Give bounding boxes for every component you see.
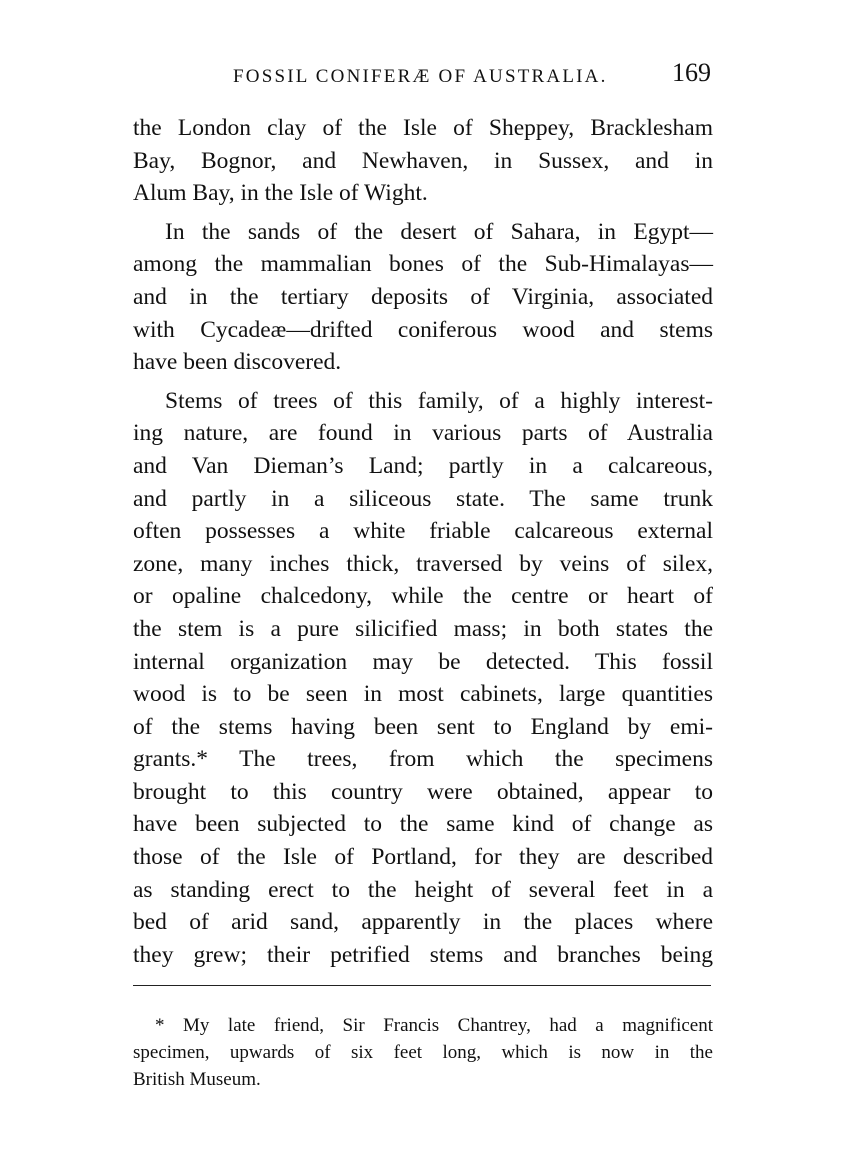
- text-line: zone, many inches thick, traversed by veins of silex,: [133, 550, 713, 577]
- text-line: have been discovered.: [133, 349, 342, 376]
- text-line: and in the tertiary deposits of Virginia, associated: [133, 283, 713, 310]
- text-line: have been subjected to the same kind of change as: [133, 811, 713, 838]
- footnote-line: * My late friend, Sir Francis Chantrey, had a magnificent: [155, 1015, 713, 1036]
- footnote: [133, 1012, 713, 1093]
- text-line: Bay, Bognor, and Newhaven, in Sussex, and in: [133, 147, 713, 174]
- footnote-line: British Museum.: [133, 1069, 261, 1090]
- text-line: and partly in a siliceous state. The same trunk: [133, 485, 713, 512]
- footnote-divider: [133, 985, 711, 986]
- text-line: bed of arid sand, apparently in the places where: [133, 909, 713, 936]
- text-line: wood is to be seen in most cabinets, large quantities: [133, 681, 713, 708]
- text-line: ing nature, are found in various parts of Australia: [133, 420, 713, 447]
- text-line: Alum Bay, in the Isle of Wight.: [133, 180, 428, 207]
- paragraph-2: [133, 216, 713, 379]
- paragraph-1: [133, 112, 713, 210]
- text-line: the stem is a pure silicified mass; in both states the: [133, 615, 713, 642]
- text-line: or opaline chalcedony, while the centre or heart of: [133, 583, 713, 610]
- text-line: In the sands of the desert of Sahara, in Egypt—: [165, 218, 713, 245]
- running-head: [133, 58, 713, 98]
- text-line: internal organization may be detected. This fossil: [133, 648, 713, 675]
- footnote-line: specimen, upwards of six feet long, which is now in the: [133, 1042, 713, 1063]
- text-line: those of the Isle of Portland, for they are described: [133, 844, 713, 871]
- text-line: grants.* The trees, from which the specimens: [133, 746, 713, 773]
- text-line: Stems of trees of this family, of a highly interest-: [165, 387, 713, 414]
- text-line: brought to this country were obtained, appear to: [133, 778, 713, 805]
- text-line: among the mammalian bones of the Sub-Himalayas—: [133, 251, 713, 278]
- text-line: with Cycadeæ—drifted coniferous wood and stems: [133, 316, 713, 343]
- text-line: often possesses a white friable calcareous external: [133, 518, 713, 545]
- text-line: of the stems having been sent to England by emi-: [133, 713, 713, 740]
- text-line: and Van Dieman’s Land; partly in a calcareous,: [133, 452, 713, 479]
- page-number: 169: [672, 58, 711, 87]
- running-title: FOSSIL CONIFERÆ OF AUSTRALIA.: [233, 66, 608, 87]
- text-line: the London clay of the Isle of Sheppey, Bracklesham: [133, 115, 713, 141]
- text-line: as standing erect to the height of several feet in a: [133, 876, 713, 903]
- body-text: [133, 112, 713, 971]
- text-line: they grew; their petrified stems and branches being: [133, 941, 713, 968]
- paragraph-3: [133, 385, 713, 972]
